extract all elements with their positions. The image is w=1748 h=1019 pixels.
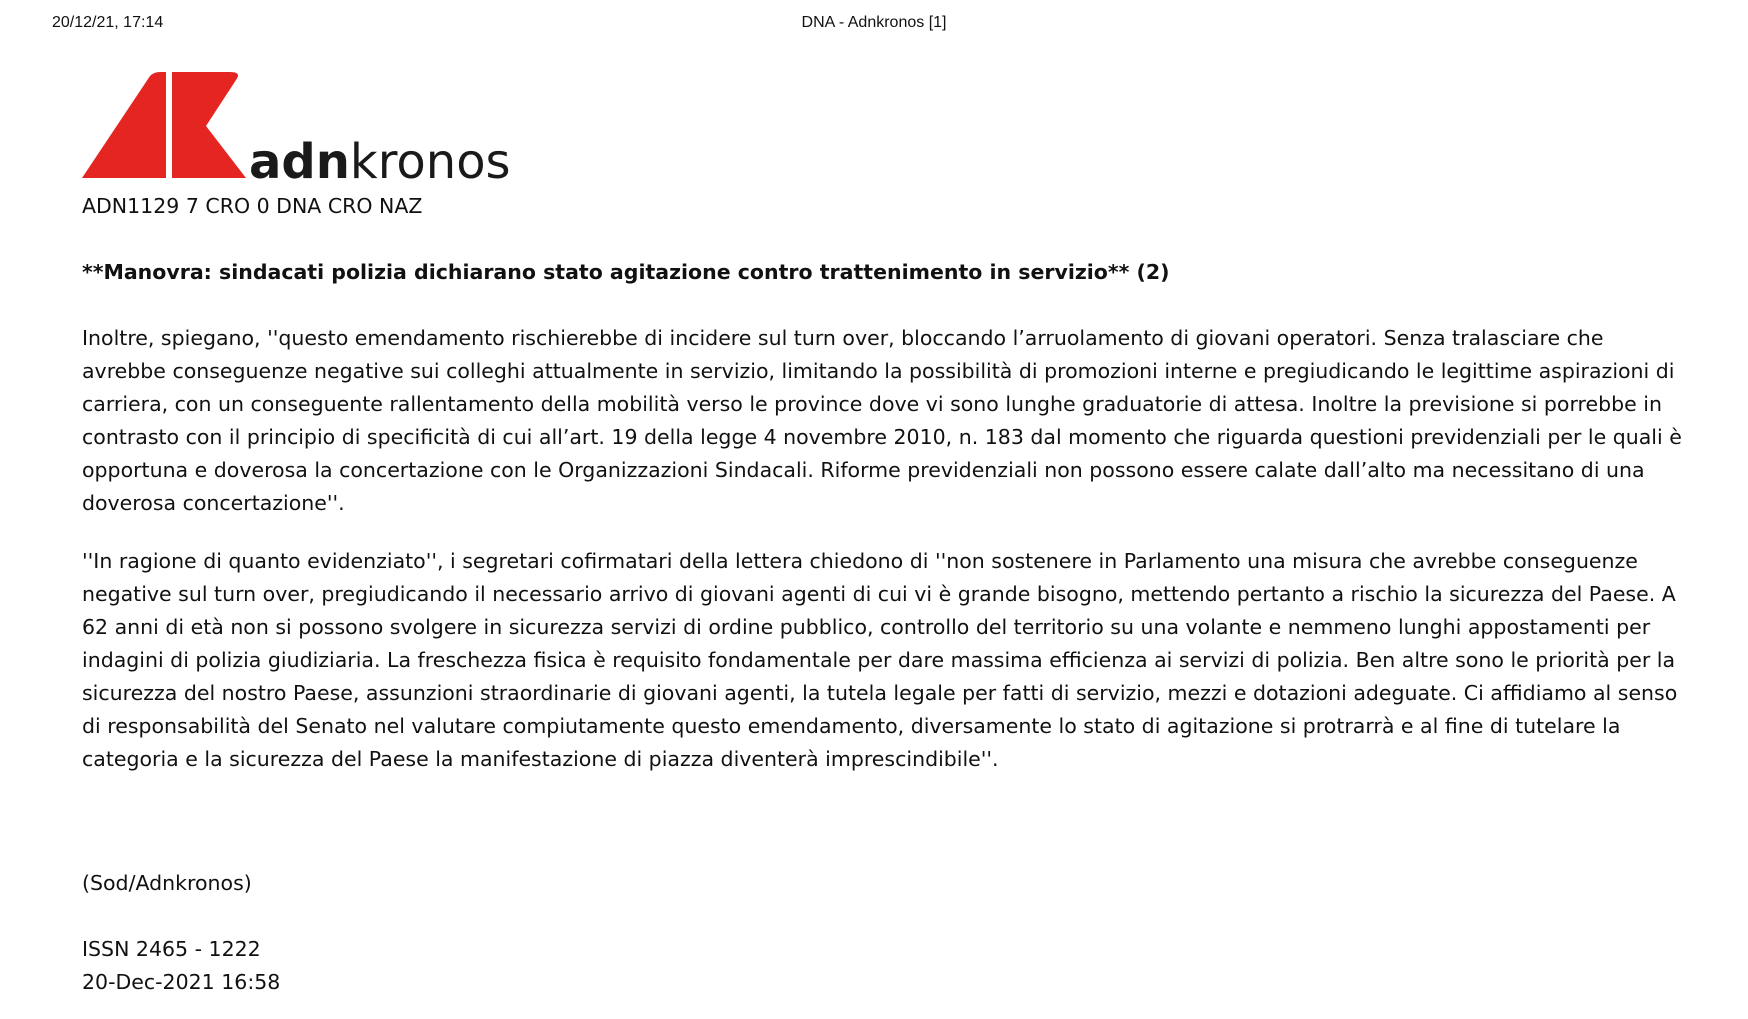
paragraph-1: Inoltre, spiegano, ''questo emendamento rischierebbe di incidere sul turn over, bloccando l’arruolamento di giovani operatori. Senza tralasciare che avrebbe conseguenze negative sui colleghi attualmente in servizio, limitando la possibilità di promozioni interne e pregiudicando le legittime aspirazioni di carriera, con un conseguente rallentamento della mobilità verso le province dove vi sono lunghe graduatorie di attesa. Inoltre la previsione si porrebbe in contrasto con il principio di specificità di cui all’art. 19 della legge 4 novembre 2010, n. 183 dal momento che riguarda questioni previdenziali per le quali è opportuna e doverosa la concertazione con le Organizzazioni Sindacali. Riforme previdenziali non possono essere calate dall’alto ma necessitano di una doverosa concertazione''.: [82, 326, 1682, 515]
logo-emblem-left: [82, 72, 166, 178]
byline: (Sod/Adnkronos): [82, 871, 252, 895]
timestamp: 20-Dec-2021 16:58: [82, 970, 281, 994]
issn: ISSN 2465 - 1222: [82, 937, 261, 961]
print-date: 20/12/21, 17:14: [52, 14, 164, 31]
headline: **Manovra: sindacati polizia dichiarano stato agitazione contro trattenimento in servizio** (2): [82, 260, 1170, 284]
news-code: ADN1129 7 CRO 0 DNA CRO NAZ: [82, 194, 423, 218]
adnkronos-logo: [82, 72, 522, 184]
print-title: DNA - Adnkronos [1]: [801, 14, 947, 31]
logo-wordmark: adnkronos: [249, 134, 511, 184]
print-header: [52, 14, 1696, 34]
article-body: [82, 190, 1692, 999]
logo-emblem-right: [172, 72, 246, 178]
paragraph-2: ''In ragione di quanto evidenziato'', i segretari cofirmatari della lettera chiedono di ''non sostenere in Parlamento una misura che avrebbe conseguenze negative sul turn over, pregiudicando il necessario arrivo di giovani agenti di cui vi è grande bisogno, mettendo pertanto a rischio la sicurezza del Paese. A 62 anni di età non si possono svolgere in sicurezza servizi di ordine pubblico, controllo del territorio su una volante e nemmeno lunghi appostamenti per indagini di polizia giudiziaria. La freschezza fisica è requisito fondamentale per dare massima efficienza ai servizi di polizia. Ben altre sono le priorità per la sicurezza del nostro Paese, assunzioni straordinarie di giovani agenti, la tutela legale per fatti di servizio, mezzi e dotazioni adeguate. Ci affidiamo al senso di responsabilità del Senato nel valutare compiutamente questo emendamento, diversamente lo stato di agitazione si protrarrà e al fine di tutelare la categoria e la sicurezza del Paese la manifestazione di piazza diventerà imprescindibile''.: [82, 549, 1678, 771]
